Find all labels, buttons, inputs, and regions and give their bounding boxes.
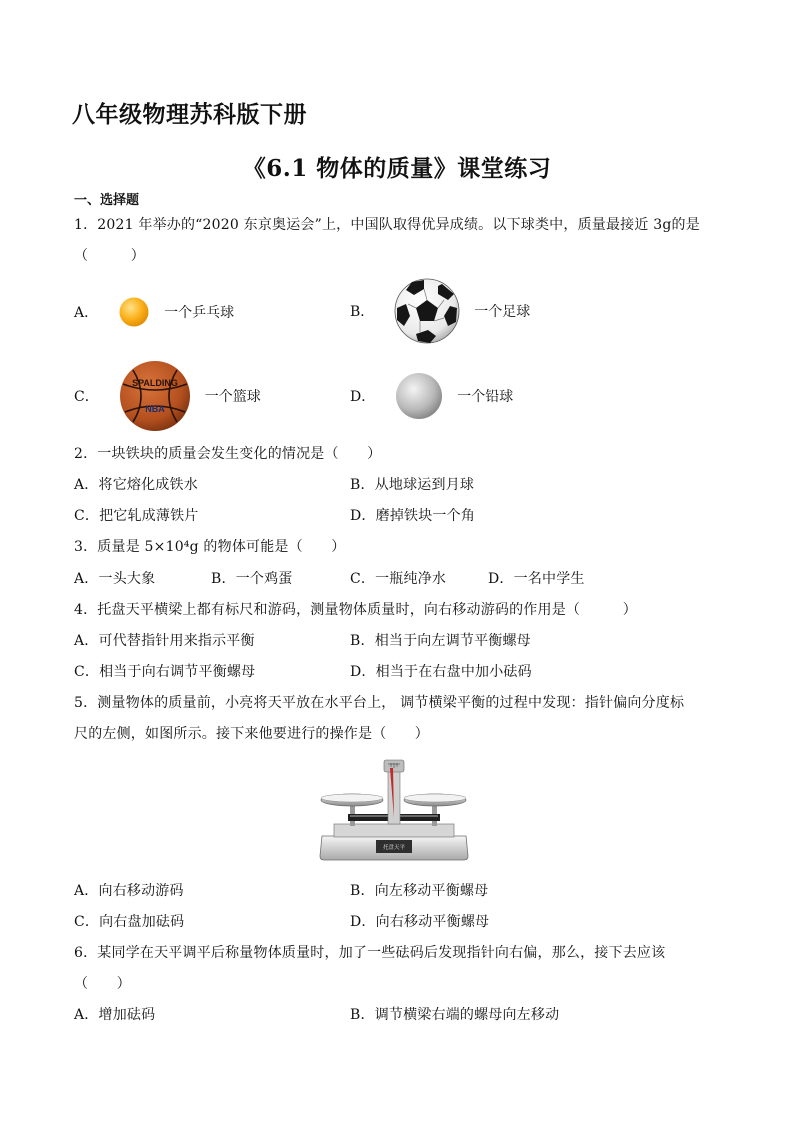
q4-option-b[interactable]: B．相当于向左调节平衡螺母: [350, 633, 531, 649]
balance-figure: [314, 758, 474, 862]
q5-stem-line1: 5．测量物体的质量前，小亮将天平放在水平台上， 调节横梁平衡的过程中发现：指针偏向分度标: [74, 695, 685, 711]
option-label: B．: [350, 304, 375, 320]
q1-option-c[interactable]: [74, 360, 261, 432]
option-label: A．: [74, 305, 99, 321]
q1-option-b[interactable]: [350, 278, 530, 344]
q3-option-b[interactable]: B．一个鸡蛋: [211, 571, 293, 587]
section-heading: 一、选择题: [74, 193, 140, 208]
lesson-title: 《6.1 物体的质量》课堂练习: [242, 155, 552, 182]
ping-pong-ball-icon: [118, 296, 150, 328]
basketball-icon: [119, 360, 191, 432]
q3-option-d[interactable]: D．一名中学生: [488, 571, 585, 587]
q4-option-d[interactable]: D．相当于在右盘中加小砝码: [350, 664, 532, 680]
q2-stem: 2．一块铁块的质量会发生变化的情况是（ ）: [74, 446, 382, 462]
q1-option-d[interactable]: [350, 372, 513, 420]
q2-option-d[interactable]: D．磨掉铁块一个角: [350, 508, 476, 524]
q5-option-b[interactable]: B．向左移动平衡螺母: [350, 883, 489, 899]
option-label: D．: [350, 389, 376, 405]
q1-stem-line1: 1．2021 年举办的“2020 东京奥运会”上，中国队取得优异成绩。以下球类中，质量最接近 3g的是: [74, 217, 700, 233]
option-text: 一个乒乓球: [164, 305, 235, 321]
q1-stem-line2: （ ）: [74, 248, 145, 264]
q3-option-a[interactable]: A．一头大象: [74, 571, 156, 587]
soccer-ball-icon: [394, 278, 460, 344]
grade-title: 八年级物理苏科版下册: [72, 101, 307, 128]
q4-option-c[interactable]: C．相当于向右调节平衡螺母: [74, 664, 256, 680]
q4-stem: 4．托盘天平横梁上都有标尺和游码，测量物体质量时，向右移动游码的作用是（ ）: [74, 602, 637, 618]
q6-stem-line1: 6．某同学在天平调平后称量物体质量时，加了一些砝码后发现指针向右偏，那么，接下去应该: [74, 945, 666, 961]
option-label: C．: [74, 389, 99, 405]
q5-option-d[interactable]: D．向右移动平衡螺母: [350, 914, 490, 930]
q2-option-c[interactable]: C．把它轧成薄铁片: [74, 508, 199, 524]
q6-option-b[interactable]: B．调节横梁右端的螺母向左移动: [350, 1007, 560, 1023]
q5-option-c[interactable]: C．向右盘加砝码: [74, 914, 185, 930]
q3-stem: 3．质量是 5×10⁴g 的物体可能是（ ）: [74, 539, 346, 555]
q3-option-c[interactable]: C．一瓶纯净水: [350, 571, 447, 587]
q1-option-a[interactable]: [74, 296, 234, 328]
q2-option-a[interactable]: A．将它熔化成铁水: [74, 477, 198, 493]
shot-put-icon: [395, 372, 443, 420]
balance-label: 托盘天平: [382, 845, 406, 851]
option-text: 一个足球: [474, 304, 531, 320]
q2-option-b[interactable]: B．从地球运到月球: [350, 477, 475, 493]
q4-option-a[interactable]: A．可代替指针用来指示平衡: [74, 633, 255, 649]
option-text: 一个铅球: [457, 389, 514, 405]
basketball-brand: SPALDING: [131, 378, 178, 388]
q6-option-a[interactable]: A．增加砝码: [74, 1007, 156, 1023]
basketball-league: NBA: [144, 404, 165, 414]
q5-stem-line2: 尺的左侧，如图所示。接下来他要进行的操作是（ ）: [74, 726, 429, 742]
option-text: 一个篮球: [204, 389, 261, 405]
q5-option-a[interactable]: A．向右移动游码: [74, 883, 184, 899]
q6-stem-line2: （ ）: [74, 976, 131, 992]
